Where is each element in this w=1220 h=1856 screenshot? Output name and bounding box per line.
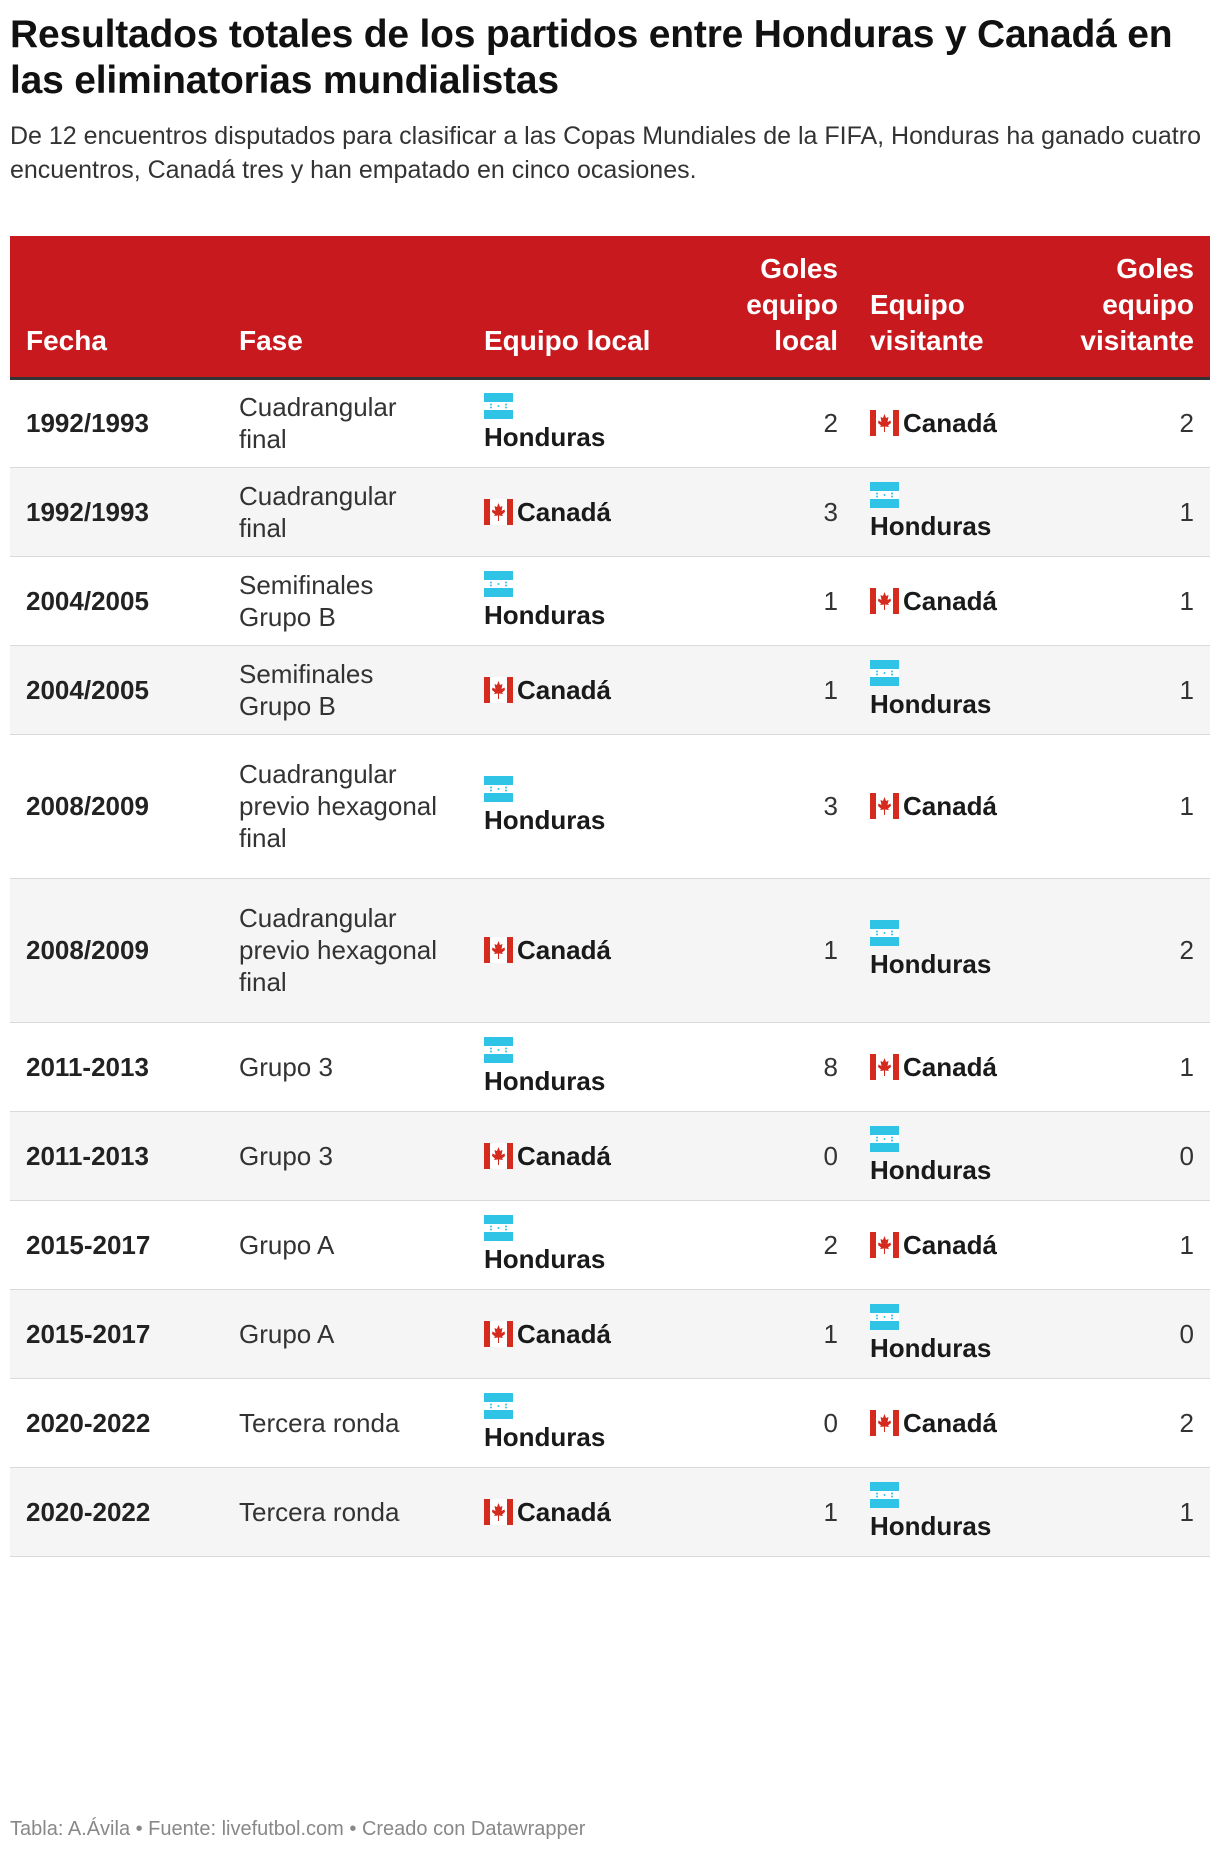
team-name: Canadá xyxy=(517,496,611,527)
stars-icon xyxy=(484,402,513,410)
team-name: Honduras xyxy=(870,1332,992,1363)
cell-equipo-local xyxy=(468,1200,695,1289)
col-header-goles-visitante: Goles equipo visitante xyxy=(1040,236,1210,378)
maple-leaf-icon xyxy=(877,1236,892,1254)
cell-equipo-local xyxy=(468,1111,695,1200)
page-subtitle: De 12 encuentros disputados para clasificar a las Copas Mundiales de la FIFA, Honduras ha ganado cuatro encuentros, Canadá tres y han empatado en cinco ocasiones. xyxy=(10,122,1201,184)
cell-equipo-visitante xyxy=(854,556,1040,645)
maple-leaf-icon xyxy=(877,1058,892,1076)
maple-leaf-icon xyxy=(877,797,892,815)
cell-fase: Cuadrangular previo hexagonal final xyxy=(223,878,468,1022)
canada-flag-icon xyxy=(484,1321,513,1347)
team-name: Honduras xyxy=(870,688,992,719)
cell-equipo-local xyxy=(468,645,695,734)
cell-goles-visitante: 0 xyxy=(1040,1289,1210,1378)
team-name: Honduras xyxy=(484,599,606,630)
honduras-flag-icon xyxy=(484,1037,513,1063)
team-name: Honduras xyxy=(484,1243,606,1274)
cell-equipo-local xyxy=(468,1378,695,1467)
team-name: Honduras xyxy=(870,1510,992,1541)
cell-goles-visitante: 1 xyxy=(1040,1467,1210,1556)
canada-flag-icon xyxy=(870,1410,899,1436)
maple-leaf-icon xyxy=(491,941,506,959)
cell-fecha: 2020-2022 xyxy=(10,1467,223,1556)
team-name: Canadá xyxy=(903,1229,997,1260)
honduras-flag-icon xyxy=(870,482,899,508)
table-row xyxy=(10,378,1210,467)
canada-flag-icon xyxy=(484,1143,513,1169)
maple-leaf-icon xyxy=(491,1503,506,1521)
cell-equipo-visitante xyxy=(854,878,1040,1022)
cell-equipo-visitante xyxy=(854,1022,1040,1111)
cell-goles-local: 8 xyxy=(695,1022,854,1111)
stars-icon xyxy=(484,1046,513,1054)
team-name: Canadá xyxy=(517,1496,611,1527)
maple-leaf-icon xyxy=(491,1325,506,1343)
cell-equipo-local xyxy=(468,467,695,556)
cell-goles-local: 1 xyxy=(695,1467,854,1556)
cell-fase: Cuadrangular previo hexagonal final xyxy=(223,734,468,878)
stars-icon xyxy=(484,1402,513,1410)
cell-goles-visitante: 1 xyxy=(1040,556,1210,645)
table-row xyxy=(10,1378,1210,1467)
cell-goles-local: 1 xyxy=(695,1289,854,1378)
team-name: Honduras xyxy=(484,805,606,835)
maple-leaf-icon xyxy=(491,503,506,521)
honduras-flag-icon xyxy=(484,1215,513,1241)
team-name: Canadá xyxy=(517,1140,611,1171)
team-name: Honduras xyxy=(484,422,606,452)
canada-flag-icon xyxy=(870,588,899,614)
cell-fase: Grupo A xyxy=(223,1200,468,1289)
cell-goles-local: 3 xyxy=(695,467,854,556)
cell-fase: Cuadrangular final xyxy=(223,378,468,467)
stars-icon xyxy=(484,1224,513,1232)
table-row xyxy=(10,878,1210,1022)
cell-goles-visitante: 1 xyxy=(1040,1200,1210,1289)
honduras-flag-icon xyxy=(870,1126,899,1152)
table-row xyxy=(10,1111,1210,1200)
team-name: Honduras xyxy=(484,1421,606,1452)
col-header-goles-local: Goles equipo local xyxy=(695,236,854,378)
maple-leaf-icon xyxy=(877,592,892,610)
cell-goles-visitante: 1 xyxy=(1040,645,1210,734)
team-name: Canadá xyxy=(903,791,997,821)
cell-goles-local: 0 xyxy=(695,1378,854,1467)
honduras-flag-icon xyxy=(484,776,513,802)
stars-icon xyxy=(870,1491,899,1499)
footer-credits: Tabla: A.Ávila • Fuente: livefutbol.com • Creado con Datawrapper xyxy=(10,1818,586,1840)
table-row xyxy=(10,467,1210,556)
table-row xyxy=(10,1467,1210,1556)
cell-equipo-local xyxy=(468,1022,695,1111)
cell-fase: Semifinales Grupo B xyxy=(223,556,468,645)
cell-goles-local: 2 xyxy=(695,1200,854,1289)
col-header-fecha: Fecha xyxy=(10,236,223,378)
stars-icon xyxy=(870,929,899,937)
maple-leaf-icon xyxy=(491,1147,506,1165)
team-name: Canadá xyxy=(517,935,611,965)
team-name: Canadá xyxy=(903,585,997,616)
honduras-flag-icon xyxy=(484,393,513,419)
table-row xyxy=(10,1022,1210,1111)
table-body xyxy=(10,378,1210,1556)
cell-equipo-local xyxy=(468,556,695,645)
cell-equipo-visitante xyxy=(854,734,1040,878)
maple-leaf-icon xyxy=(877,414,892,432)
team-name: Canadá xyxy=(517,1318,611,1349)
cell-fase: Grupo 3 xyxy=(223,1111,468,1200)
canada-flag-icon xyxy=(870,1232,899,1258)
cell-equipo-visitante xyxy=(854,1378,1040,1467)
cell-equipo-visitante xyxy=(854,1467,1040,1556)
honduras-flag-icon xyxy=(870,920,899,946)
cell-equipo-visitante xyxy=(854,378,1040,467)
page-title: Resultados totales de los partidos entre Honduras y Canadá en las eliminatorias mundialistas xyxy=(10,13,1173,102)
cell-fecha: 2020-2022 xyxy=(10,1378,223,1467)
table-header-row xyxy=(10,236,1210,378)
table-row xyxy=(10,645,1210,734)
honduras-flag-icon xyxy=(870,1304,899,1330)
cell-goles-local: 1 xyxy=(695,556,854,645)
cell-goles-visitante: 1 xyxy=(1040,467,1210,556)
cell-goles-visitante: 0 xyxy=(1040,1111,1210,1200)
col-header-local: Equipo local xyxy=(468,236,695,378)
cell-goles-visitante: 2 xyxy=(1040,378,1210,467)
stars-icon xyxy=(870,1313,899,1321)
team-name: Honduras xyxy=(484,1065,606,1096)
maple-leaf-icon xyxy=(877,1414,892,1432)
table-row xyxy=(10,1200,1210,1289)
cell-goles-local: 0 xyxy=(695,1111,854,1200)
team-name: Honduras xyxy=(870,1154,992,1185)
honduras-flag-icon xyxy=(484,1393,513,1419)
results-table xyxy=(10,236,1210,1557)
cell-fecha: 2008/2009 xyxy=(10,734,223,878)
cell-fase: Semifinales Grupo B xyxy=(223,645,468,734)
cell-equipo-visitante xyxy=(854,645,1040,734)
honduras-flag-icon xyxy=(484,571,513,597)
maple-leaf-icon xyxy=(491,681,506,699)
cell-fase: Cuadrangular final xyxy=(223,467,468,556)
cell-equipo-local xyxy=(468,1467,695,1556)
canada-flag-icon xyxy=(484,499,513,525)
cell-goles-local: 1 xyxy=(695,878,854,1022)
stars-icon xyxy=(870,491,899,499)
canada-flag-icon xyxy=(870,793,899,819)
stars-icon xyxy=(870,1135,899,1143)
cell-fecha: 1992/1993 xyxy=(10,467,223,556)
cell-equipo-visitante xyxy=(854,467,1040,556)
cell-goles-local: 2 xyxy=(695,378,854,467)
cell-fecha: 2011-2013 xyxy=(10,1022,223,1111)
team-name: Canadá xyxy=(903,1051,997,1082)
team-name: Honduras xyxy=(870,949,992,979)
honduras-flag-icon xyxy=(870,1482,899,1508)
cell-equipo-visitante xyxy=(854,1111,1040,1200)
cell-goles-visitante: 2 xyxy=(1040,878,1210,1022)
canada-flag-icon xyxy=(484,677,513,703)
col-header-fase: Fase xyxy=(223,236,468,378)
table-row xyxy=(10,1289,1210,1378)
canada-flag-icon xyxy=(484,1499,513,1525)
cell-goles-visitante: 2 xyxy=(1040,1378,1210,1467)
col-header-visitante: Equipo visitante xyxy=(854,236,1040,378)
cell-fase: Grupo A xyxy=(223,1289,468,1378)
team-name: Canadá xyxy=(903,408,997,438)
canada-flag-icon xyxy=(870,410,899,436)
honduras-flag-icon xyxy=(870,660,899,686)
cell-fase: Tercera ronda xyxy=(223,1378,468,1467)
cell-fecha: 2015-2017 xyxy=(10,1200,223,1289)
team-name: Canadá xyxy=(517,674,611,705)
team-name: Canadá xyxy=(903,1407,997,1438)
cell-equipo-local xyxy=(468,878,695,1022)
cell-goles-local: 3 xyxy=(695,734,854,878)
cell-goles-visitante: 1 xyxy=(1040,734,1210,878)
cell-equipo-visitante xyxy=(854,1289,1040,1378)
cell-equipo-visitante xyxy=(854,1200,1040,1289)
stars-icon xyxy=(870,669,899,677)
canada-flag-icon xyxy=(870,1054,899,1080)
cell-equipo-local xyxy=(468,378,695,467)
cell-fecha: 1992/1993 xyxy=(10,378,223,467)
cell-fecha: 2015-2017 xyxy=(10,1289,223,1378)
cell-fase: Tercera ronda xyxy=(223,1467,468,1556)
table-row xyxy=(10,556,1210,645)
cell-equipo-local xyxy=(468,1289,695,1378)
stars-icon xyxy=(484,785,513,793)
cell-fecha: 2011-2013 xyxy=(10,1111,223,1200)
cell-fecha: 2004/2005 xyxy=(10,645,223,734)
cell-goles-local: 1 xyxy=(695,645,854,734)
stars-icon xyxy=(484,580,513,588)
cell-fase: Grupo 3 xyxy=(223,1022,468,1111)
team-name: Honduras xyxy=(870,510,992,541)
table-row xyxy=(10,734,1210,878)
cell-equipo-local xyxy=(468,734,695,878)
cell-goles-visitante: 1 xyxy=(1040,1022,1210,1111)
cell-fecha: 2004/2005 xyxy=(10,556,223,645)
cell-fecha: 2008/2009 xyxy=(10,878,223,1022)
canada-flag-icon xyxy=(484,937,513,963)
